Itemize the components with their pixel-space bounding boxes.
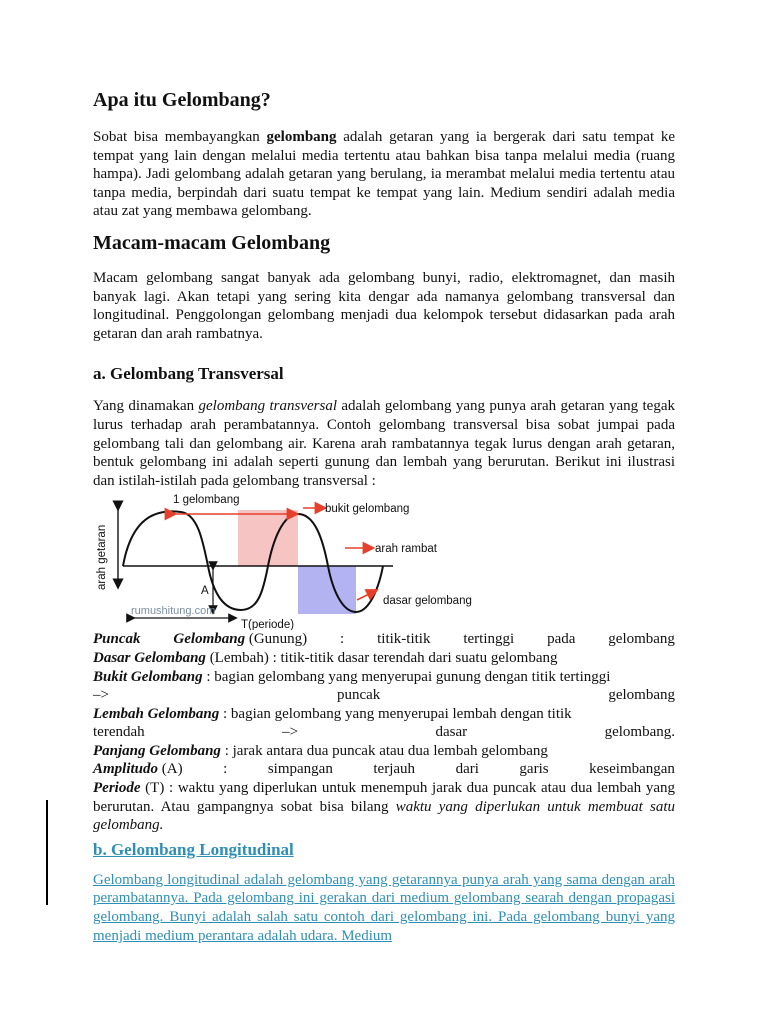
definition-amplitudo: Amplitudo (A) : simpangan terjauh dari garis keseimbangan <box>93 761 675 778</box>
trough-highlight <box>298 566 356 614</box>
label-amplitudo: A <box>201 585 209 598</box>
heading-macam-gelombang: Macam-macam Gelombang <box>93 231 331 254</box>
definition-puncak: Puncak Gelombang (Gunung) : titik-titik tertinggi pada gelombang <box>93 631 675 648</box>
paragraph-longitudinal-link[interactable]: Gelombang longitudinal adalah gelombang yang getarannya punya arah yang sama dengan arah perambatannya. Pada gelombang ini gerakan dari medium gelombang searah dengan propagasi gelombang. Bunyi adalah salah satu contoh dari gelombang ini. Pada gelombang bunyi yang menjadi medium perantara adalah udara. Medium <box>93 871 675 944</box>
label-periode: T(periode) <box>241 619 295 631</box>
heading-apa-itu-gelombang: Apa itu Gelombang? <box>93 89 271 111</box>
label-1-gelombang: 1 gelombang <box>173 494 240 507</box>
label-arah-rambat: arah rambat <box>375 543 438 556</box>
heading-gelombang-transversal: a. Gelombang Transversal <box>93 364 284 384</box>
margin-change-bar <box>46 800 48 905</box>
wave-diagram <box>93 492 493 630</box>
definition-bukit: Bukit Gelombang : bagian gelombang yang menyerupai gunung dengan titik tertinggi <box>93 668 611 685</box>
definition-bukit-line2: –> puncak gelombang <box>93 687 675 704</box>
transversal-wave-figure <box>93 492 675 630</box>
dasar-pointer-arrow <box>357 592 373 600</box>
definition-periode: Periode (T) : waktu yang diperlukan untuk menempuh jarak dua puncak atau dua lembah yang berurutan. Atau gampangnya sobat bisa bilang waktu yang diperlukan untuk membuat satu gelombang. <box>93 780 676 834</box>
label-bukit-gelombang: bukit gelombang <box>325 503 410 516</box>
definition-panjang: Panjang Gelombang : jarak antara dua puncak atau dua lembah gelombang <box>93 742 548 759</box>
definition-lembah: Lembah Gelombang : bagian gelombang yang menyerupai lembah dengan titik <box>93 705 572 722</box>
document-page <box>93 88 675 945</box>
term-gelombang: gelombang <box>266 129 337 145</box>
label-arah-getaran: arah getaran <box>96 525 108 591</box>
definition-dasar: Dasar Gelombang (Lembah) : titik-titik dasar terendah dari suatu gelombang <box>93 649 558 666</box>
definition-lembah-line2: terendah –> dasar gelombang. <box>93 724 675 741</box>
paragraph-definisi-gelombang: Sobat bisa membayangkan gelombang adalah getaran yang ia bergerak dari satu tempat ke tempat yang lain dengan melalui media tertentu atau bahkan bisa tanpa melalui media (ruang hampa). Jadi gelombang adalah getaran yang berulang, ia merambat melalui media tertentu atau tanpa media, berpindah dari suatu tempat ke tempat yang lain. Medium sendiri adalah media atau zat yang membawa gelombang. <box>93 129 675 220</box>
heading-gelombang-longitudinal[interactable]: b. Gelombang Longitudinal <box>93 839 294 859</box>
paragraph-macam-gelombang: Macam gelombang sangat banyak ada gelombang bunyi, radio, elektromagnet, dan masih banyak lagi. Akan tetapi yang sering kita dengar ada namanya gelombang transversal dan longitudinal. Penggolongan gelombang menjadi dua kelompok tersebut didasarkan pada arah getaran dan arah rambatnya. <box>93 269 675 342</box>
paragraph-transversal: Yang dinamakan gelombang transversal adalah gelombang yang punya arah getaran yang tegak lurus terhadap arah perambatannya. Contoh gelombang transversal bisa sobat jumpai pada gelombang tali dan gelombang air. Karena arah rambatannya tegak lurus dengan arah getaran, bentuk gelombang ini adalah seperti gunung dan lembah yang berurutan. Berikut ini ilustrasi dan istilah-istilah pada gelombang transversal : <box>93 398 675 489</box>
watermark-rumushitung: rumushitung.com <box>131 605 216 618</box>
label-dasar-gelombang: dasar gelombang <box>383 595 472 608</box>
definitions-list <box>93 630 675 835</box>
